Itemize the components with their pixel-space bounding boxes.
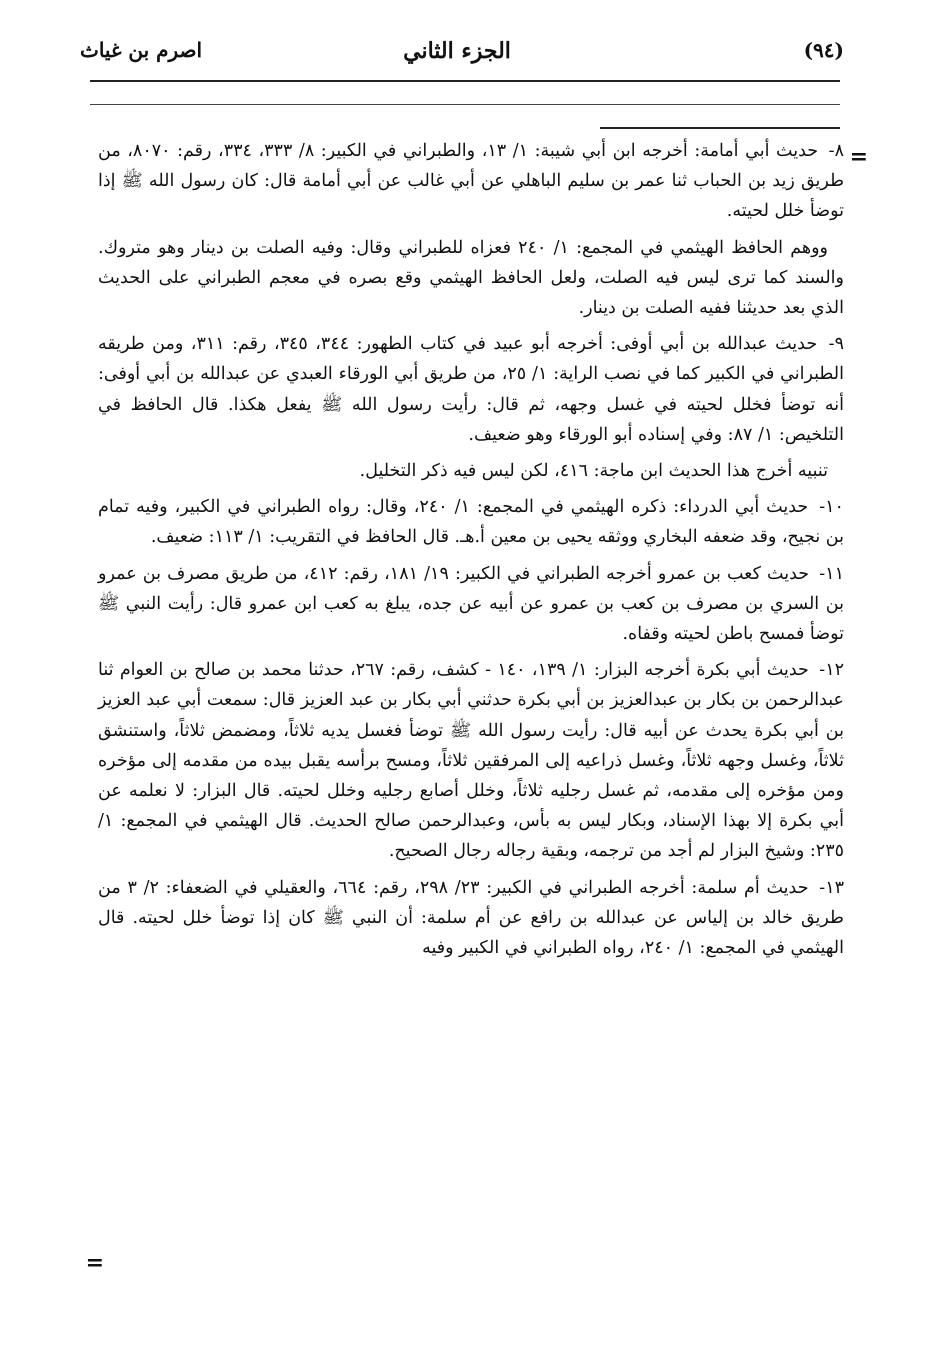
page-header [70,28,844,76]
footnote [98,492,844,552]
footnote-text: حديث أبي بكرة أخرجه البزار: ١/ ١٣٩، ١٤٠ - كشف، رقم: ٢٦٧، حدثنا محمد بن صالح بن العوام ثنا عبدالرحمن بن بكار بن عبدالعزيز بن أبي بكرة حدثني أبي بكار بن عبد العزيز قال: سمعت أبي عبد العزيز بن أبي بكرة يحدث عن أبيه قال: رأيت رسول الله ﷺ توضأ فغسل يديه ثلاثاً، ومضمض ثلاثاً، واستنشق ثلاثاً، وغسل وجهه ثلاثاً، وغسل ذراعيه إلى المرفقين ثلاثاً، ومسح برأسه يقبل بيده من مقدمه إلى مؤخره ومن مؤخره إلى مقدمه، ثم غسل رجليه ثلاثاً، وخلل أصابع رجليه وخلل لحيته. قال البزار: لا نعلمه عن أبي بكرة إلا بهذا الإسناد، وبكار ليس به بأس، وعبدالرحمن صالح الحديث. قال الهيثمي في المجمع: ١/ ٢٣٥: وشيخ البزار لم أجد من ترجمه، وبقية رجاله رجال الصحيح. [98,660,844,862]
header-rule-secondary [90,104,840,105]
footnote-text: حديث أبي الدرداء: ذكره الهيثمي في المجمع: ١/ ٢٤٠، وقال: رواه الطبراني في الكبير، وفيه تمام بن نجيح، وقد ضعفه البخاري ووثقه يحيى بن معين أ.هـ. قال الحافظ في التقريب: ١/ ١١٣: ضعيف. [98,497,844,548]
footnote [98,655,844,866]
continuation-mark-top: = [849,144,868,170]
footnote-number: ١٣- [819,877,844,898]
footnote-text: ووهم الحافظ الهيثمي في المجمع: ١/ ٢٤٠ فعزاه للطبراني وقال: وفيه الصلت بن دينار وهو متروك. والسند كما ترى ليس فيه الصلت، ولعل الحافظ الهيثمي وقع بصره في معجم الطبراني على الحديث الذي بعد حديثنا ففيه الصلت بن دينار. [98,237,844,319]
footnote-number: ١٠- [819,497,844,518]
footnote-number: ١٢- [819,660,844,681]
footnote-text: تنبيه أخرج هذا الحديث ابن ماجة: ٤١٦، لكن ليس فيه ذكر التخليل. [359,461,828,482]
continuation-mark-bottom: = [85,1250,104,1276]
footnote [98,873,844,964]
footnote [98,233,844,324]
footnote-text: حديث كعب بن عمرو أخرجه الطبراني في الكبير: ١٩/ ١٨١، رقم: ٤١٢، من طريق مصرف بن عمرو بن السري بن مصرف بن كعب بن عمرو عن أبيه عن جده، يبلغ به كعب ابن عمرو قال: رأيت النبي ﷺ توضأ فمسح باطن لحيته وقفاه. [98,563,844,645]
volume-title: الجزء الثاني [403,38,511,64]
footnote-text: حديث عبدالله بن أبي أوفى: أخرجه أبو عبيد في كتاب الطهور: ٣٤٤، ٣٤٥، رقم: ٣١١، ومن طريقه الطبراني في الكبير كما في نصب الراية: ١/ ٢٥، من طريق أبي الورقاء العبدي عن عبدالله بن أبي أوفى: أنه توضأ فخلل لحيته في غسل وجهه، ثم قال: رأيت رسول الله ﷺ يفعل هكذا. قال الحافظ في التلخيص: ١/ ٨٧: وفي إسناده أبو الورقاء وهو ضعيف. [98,334,844,445]
footnote [98,456,844,486]
footnote [98,136,844,227]
header-rule [90,80,840,82]
footnote-text: حديث أم سلمة: أخرجه الطبراني في الكبير: ٢٣/ ٢٩٨، رقم: ٦٦٤، والعقيلي في الضعفاء: ٢/ ٣ من طريق خالد بن إلياس عن عبدالله بن رافع عن أم سلمة: أن النبي ﷺ كان إذا توضأ خلل لحيته. قال الهيثمي في المجمع: ١/ ٢٤٠، رواه الطبراني في الكبير وفيه [98,877,844,959]
footnote-text: حديث أبي أمامة: أخرجه ابن أبي شيبة: ١/ ١٣، والطبراني في الكبير: ٨/ ٣٣٣، ٣٣٤، رقم: ٨٠٧٠، من طريق زيد بن الحباب ثنا عمر بن سليم الباهلي عن أبي غالب عن أبي أمامة قال: كان رسول الله ﷺ إذا توضأ خلل لحيته. [98,141,844,222]
page-number: (٩٤) [803,38,844,62]
footnote [98,559,844,650]
footnote [98,329,844,450]
running-author: اصرم بن غياث [80,38,203,62]
footnotes [98,136,844,969]
footnote-separator [600,127,840,129]
footnote-number: ٨- [828,141,844,161]
footnote-number: ٩- [828,334,844,355]
footnote-number: ١١- [819,563,844,584]
